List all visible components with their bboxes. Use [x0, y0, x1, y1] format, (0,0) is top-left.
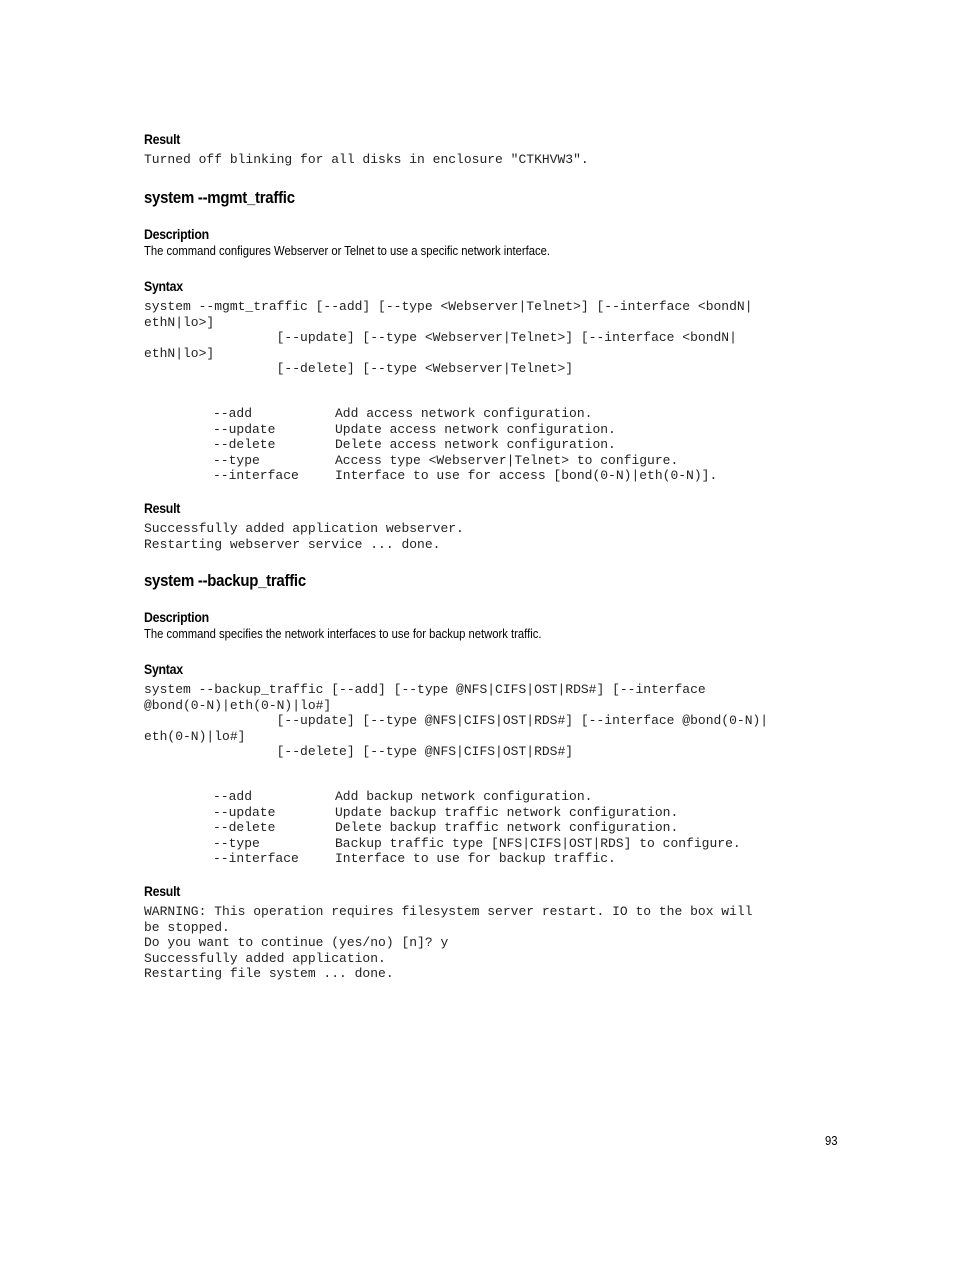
option-description: Add backup network configuration.: [335, 789, 593, 805]
option-row: [144, 406, 844, 421]
option-name: --delete: [213, 820, 276, 836]
syntax-line: [--delete] [--type <Webserver|Telnet>]: [144, 361, 574, 377]
syntax-block: [144, 299, 844, 376]
document-page: [144, 130, 844, 981]
result-block: [144, 904, 844, 981]
description-text: The command specifies the network interfaces to use for backup network traffic.: [144, 627, 542, 642]
options-table: [144, 789, 844, 866]
syntax-heading: Syntax: [144, 661, 183, 678]
syntax-heading: Syntax: [144, 278, 183, 295]
syntax-block: [144, 682, 844, 759]
option-row: [144, 851, 844, 866]
result-heading: Result: [144, 131, 181, 147]
syntax-line: system --backup_traffic [--add] [--type @NFS|CIFS|OST|RDS#] [--interface: [144, 682, 706, 698]
option-row: [144, 789, 844, 804]
option-description: Interface to use for access [bond(0-N)|eth(0-N)].: [335, 468, 718, 484]
option-description: Delete access network configuration.: [335, 437, 616, 453]
option-row: [144, 437, 844, 452]
option-description: Update access network configuration.: [335, 421, 616, 437]
option-description: Interface to use for backup traffic.: [335, 850, 616, 866]
syntax-line: system --mgmt_traffic [--add] [--type <Webserver|Telnet>] [--interface <bondN|: [144, 299, 753, 315]
option-row: [144, 468, 844, 483]
syntax-line: ethN|lo>]: [144, 345, 215, 361]
option-description: Access type <Webserver|Telnet> to configure.: [335, 452, 679, 468]
option-row: [144, 422, 844, 437]
section-title-backup-traffic: system --backup_traffic: [144, 571, 306, 591]
result-line: Successfully added application webserver.: [144, 521, 464, 537]
result-heading: Result: [144, 500, 181, 517]
option-row: [144, 820, 844, 835]
result-block: [144, 521, 844, 552]
result-heading: Result: [144, 883, 181, 900]
option-description: Add access network configuration.: [335, 406, 593, 422]
result-line: Restarting webserver service ... done.: [144, 536, 441, 552]
result-line: Restarting file system ... done.: [144, 965, 394, 981]
description-text: The command configures Webserver or Telnet to use a specific network interface.: [144, 244, 551, 259]
page-number: 93: [825, 1134, 838, 1148]
result-line: WARNING: This operation requires filesystem server restart. IO to the box will: [144, 904, 753, 920]
section-title-mgmt-traffic: system --mgmt_traffic: [144, 188, 295, 208]
option-name: --type: [213, 835, 260, 851]
option-name: --interface: [213, 468, 299, 484]
syntax-line: [--update] [--type <Webserver|Telnet>] [--interface <bondN|: [144, 330, 737, 346]
option-description: Backup traffic type [NFS|CIFS|OST|RDS] to configure.: [335, 835, 741, 851]
options-table: [144, 406, 844, 483]
option-row: [144, 836, 844, 851]
option-name: --delete: [213, 437, 276, 453]
option-name: --add: [213, 789, 253, 805]
syntax-line: @bond(0-N)|eth(0-N)|lo#]: [144, 697, 332, 713]
option-row: [144, 453, 844, 468]
option-description: Delete backup traffic network configuration.: [335, 820, 679, 836]
option-name: --update: [213, 421, 276, 437]
syntax-line: [--update] [--type @NFS|CIFS|OST|RDS#] [--interface @bond(0-N)|: [144, 713, 769, 729]
description-heading: Description: [144, 609, 209, 626]
result-line: Successfully added application.: [144, 950, 386, 966]
option-row: [144, 805, 844, 820]
result-line: be stopped.: [144, 919, 230, 935]
result-output: Turned off blinking for all disks in enclosure "CTKHVW3".: [144, 152, 589, 167]
option-name: --add: [213, 406, 253, 422]
syntax-line: eth(0-N)|lo#]: [144, 728, 246, 744]
description-heading: Description: [144, 226, 209, 243]
option-name: --update: [213, 804, 276, 820]
option-description: Update backup traffic network configuration.: [335, 804, 679, 820]
syntax-line: ethN|lo>]: [144, 314, 215, 330]
syntax-line: [--delete] [--type @NFS|CIFS|OST|RDS#]: [144, 743, 574, 759]
option-name: --type: [213, 452, 260, 468]
option-name: --interface: [213, 850, 299, 866]
result-line: Do you want to continue (yes/no) [n]? y: [144, 935, 449, 951]
